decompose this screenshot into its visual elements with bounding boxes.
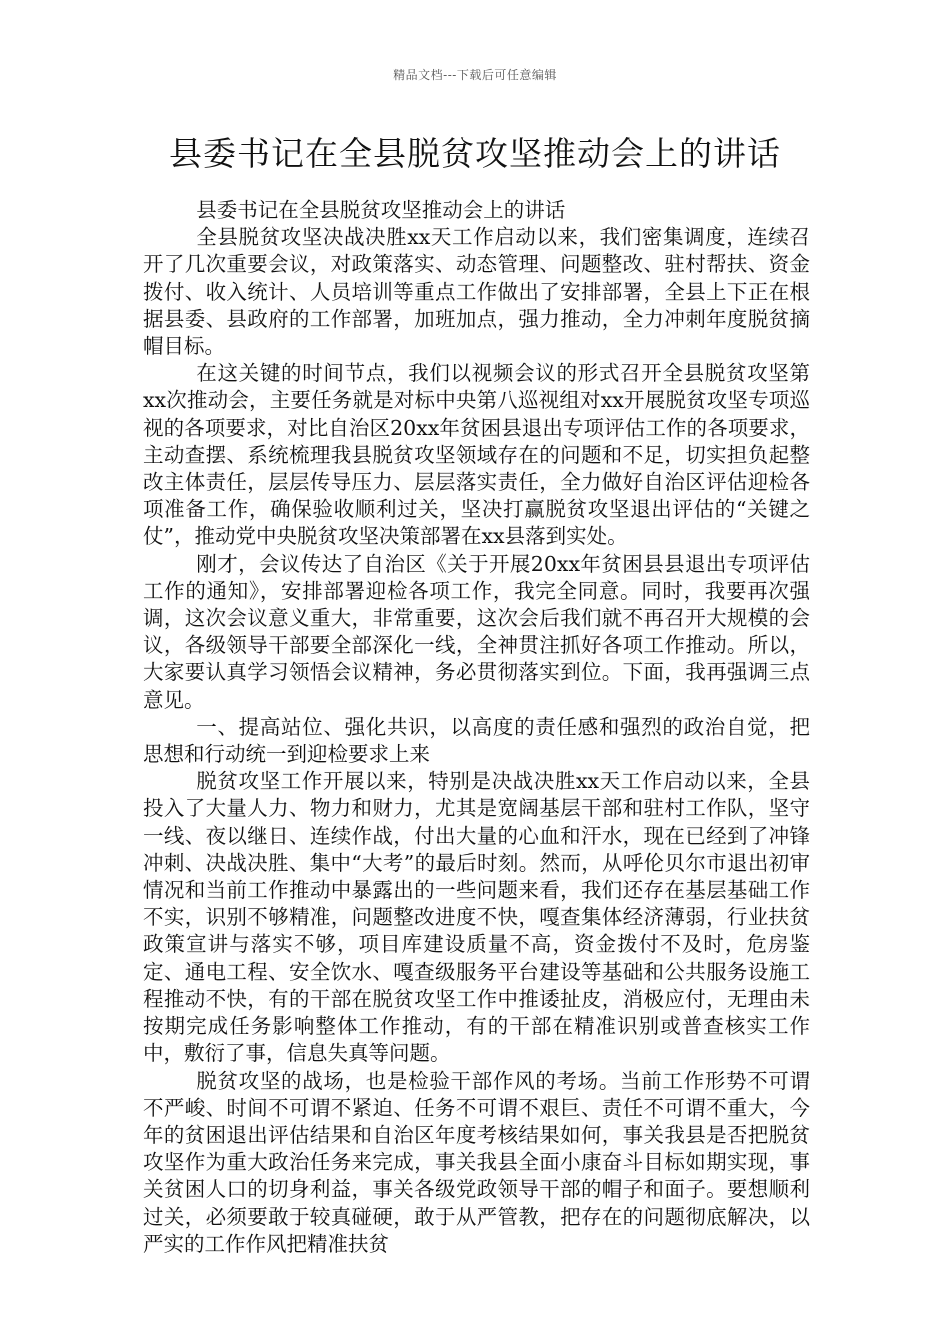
body-paragraph: 在这关键的时间节点，我们以视频会议的形式召开全县脱贫攻坚第xx次推动会，主要任务就是对标中央第八巡视组对xx开展脱贫攻坚专项巡视的各项要求，对比自治区20xx年贫困县退出专项评估工作的各项要求，主动查摆、系统梳理我县脱贫攻坚领域存在的问题和不足，切实担负起整改主体责任，层层传导压力、层层落实责任，全力做好自治区评估迎检各项准备工作，确保验收顺利过关，坚决打赢脱贫攻坚退出评估的“关键之仗”，推动党中央脱贫攻坚决策部署在xx县落到实处。 xyxy=(143,361,810,549)
header-note: 精品文档---下载后可任意编辑 xyxy=(393,68,557,82)
document-body xyxy=(143,197,810,1258)
body-paragraph: 脱贫攻坚的战场，也是检验干部作风的考场。当前工作形势不可谓不严峻、时间不可谓不紧迫、任务不可谓不艰巨、责任不可谓不重大，今年的贫困退出评估结果和自治区年度考核结果如何，事关我县是否把脱贫攻坚作为重大政治任务来完成，事关我县全面小康奋斗目标如期实现，事关贫困人口的切身利益，事关各级党政领导干部的帽子和面子。要想顺利过关，必须要敢于较真碰硬，敢于从严管教，把存在的问题彻底解决，以严实的工作作风把精准扶贫 xyxy=(143,1068,810,1256)
body-paragraph: 脱贫攻坚工作开展以来，特别是决战决胜xx天工作启动以来，全县投入了大量人力、物力和财力，尤其是宽阔基层干部和驻村工作队，坚守一线、夜以继日、连续作战，付出大量的心血和汗水，现在已经到了冲锋冲刺、决战决胜、集中“大考”的最后时刻。然而，从呼伦贝尔市退出初审情况和当前工作推动中暴露出的一些问题来看，我们还存在基层基础工作不实，识别不够精准，问题整改进度不快，嘎查集体经济薄弱，行业扶贫政策宣讲与落实不够，项目库建设质量不高，资金拨付不及时，危房鉴定、通电工程、安全饮水、嘎查级服务平台建设等基础和公共服务设施工程推动不快，有的干部在脱贫攻坚工作中推诿扯皮，消极应付，无理由未按期完成任务影响整体工作推动，有的干部在精准识别或普查核实工作中，敷衍了事，信息失真等问题。 xyxy=(143,769,810,1066)
body-paragraph: 全县脱贫攻坚决战决胜xx天工作启动以来，我们密集调度，连续召开了几次重要会议，对政策落实、动态管理、问题整改、驻村帮扶、资金拨付、收入统计、人员培训等重点工作做出了安排部署，全县上下正在根据县委、县政府的工作部署，加班加点，强力推动，全力冲刺年度脱贫摘帽目标。 xyxy=(143,225,810,359)
document-title: 县委书记在全县脱贫攻坚推动会上的讲话 xyxy=(169,134,781,173)
section-heading: 一、提高站位、强化共识，以高度的责任感和强烈的政治自觉，把思想和行动统一到迎检要求上来 xyxy=(143,714,810,767)
body-paragraph-subtitle: 县委书记在全县脱贫攻坚推动会上的讲话 xyxy=(196,198,566,222)
body-paragraph: 刚才，会议传达了自治区《关于开展20xx年贫困县县退出专项评估工作的通知》，安排部署迎检各项工作，我完全同意。同时，我要再次强调，这次会议意义重大，非常重要，这次会后我们就不再召开大规模的会议，各级领导干部要全部深化一线，全神贯注抓好各项工作推动。所以，大家要认真学习领悟会议精神，务必贯彻落实到位。下面，我再强调三点意见。 xyxy=(143,551,810,712)
